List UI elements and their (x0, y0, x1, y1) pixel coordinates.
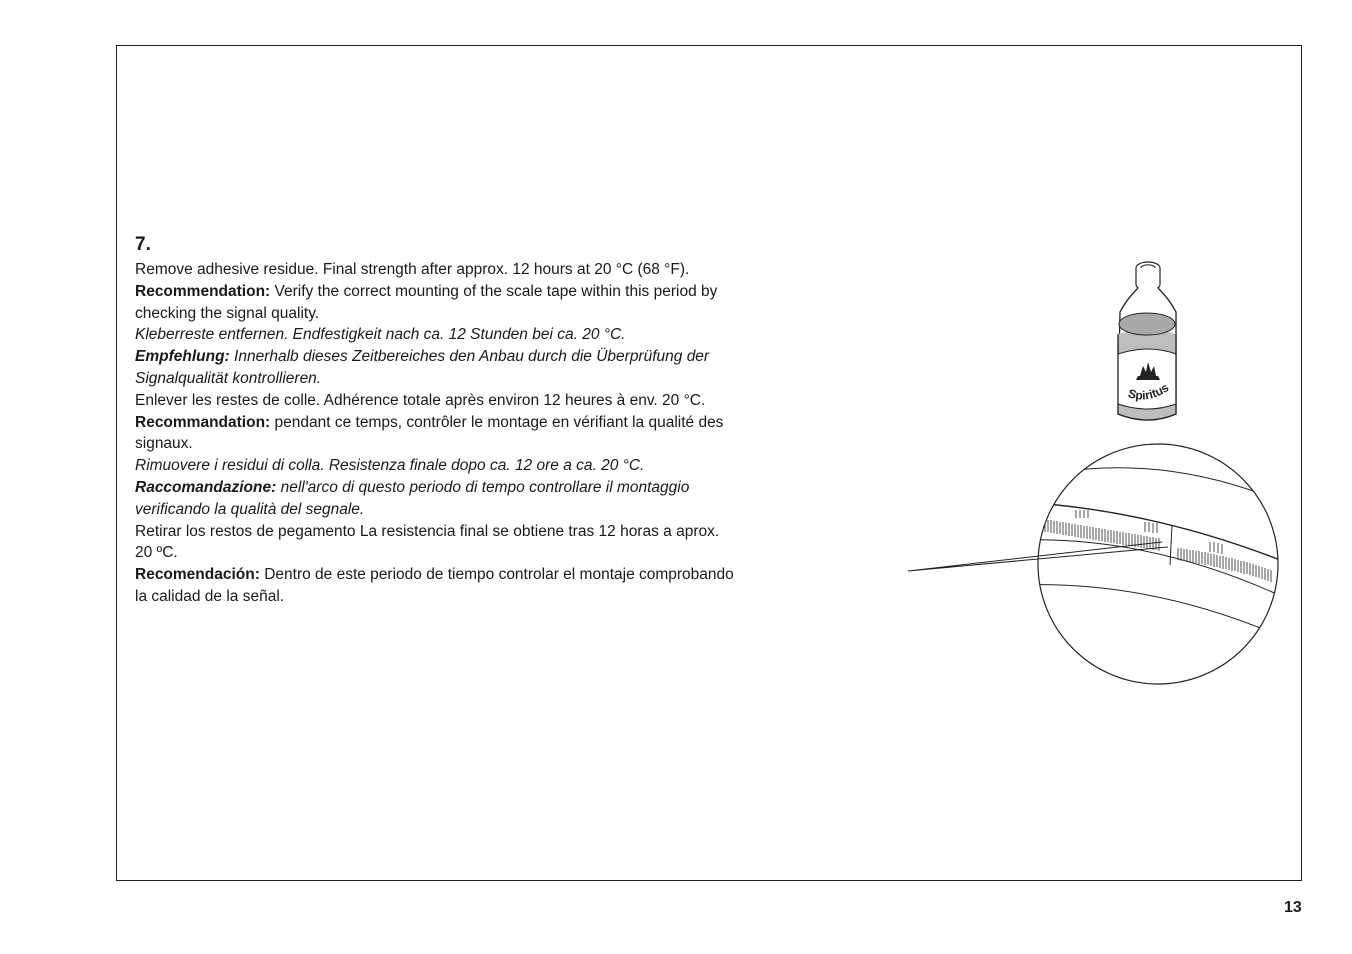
instruction-text (135, 259, 785, 608)
german-recommendation-label: Empfehlung: (135, 348, 230, 366)
german-recommendation-text: Innerhalb dieses Zeitbereiches den Anbau durch die Überprüfung der Signalqualität kontrollieren. (135, 348, 710, 387)
spanish-recommendation-text: Dentro de este periodo de tiempo controlar el montaje comprobando la calidad de la señal. (135, 566, 734, 605)
english-instruction: Remove adhesive residue. Final strength after approx. 12 hours at 20 °C (68 °F). (135, 261, 690, 278)
italian-recommendation-label: Raccomandazione: (135, 478, 277, 496)
spanish-recommendation-label: Recomendación: (135, 566, 260, 584)
german-instruction: Kleberreste entfernen. Endfestigkeit nach ca. 12 Stunden bei ca. 20 °C. (135, 326, 626, 344)
english-recommendation-text: Verify the correct mounting of the scale tape within this period by checking the signal quality. (135, 282, 718, 322)
spanish-instruction: Retirar los restos de pegamento La resistencia final se obtiene tras 12 horas a aprox. 20 ºC. (135, 522, 720, 562)
french-instruction: Enlever les restes de colle. Adhérence totale après environ 12 heures à env. 20 °C. (135, 391, 706, 409)
english-recommendation-label: Recommendation: (135, 282, 271, 300)
scale-tape-detail-illustration (900, 440, 1280, 690)
bottle-label-text: Spiritus (1126, 380, 1172, 403)
page-number: 13 (1284, 899, 1302, 916)
french-recommendation-label: Recommandation: (135, 413, 271, 431)
french-recommendation-text: pendant ce temps, contrôler le montage en vérifiant la qualité des signaux. (135, 413, 724, 453)
paragraph-english (135, 259, 755, 324)
step-number: 7. (135, 234, 151, 255)
italian-instruction: Rimuovere i residui di colla. Resistenza finale dopo ca. 12 ore a ca. 20 °C. (135, 457, 645, 475)
paragraph-italian (135, 455, 695, 520)
paragraph-german (135, 324, 755, 389)
paragraph-spanish (135, 521, 735, 608)
paragraph-french (135, 390, 785, 455)
italian-recommendation-text: nell'arco di questo periodo di tempo controllare il montaggio verificando la qualità del segnale. (135, 478, 690, 518)
spirit-bottle-illustration (1110, 258, 1180, 424)
